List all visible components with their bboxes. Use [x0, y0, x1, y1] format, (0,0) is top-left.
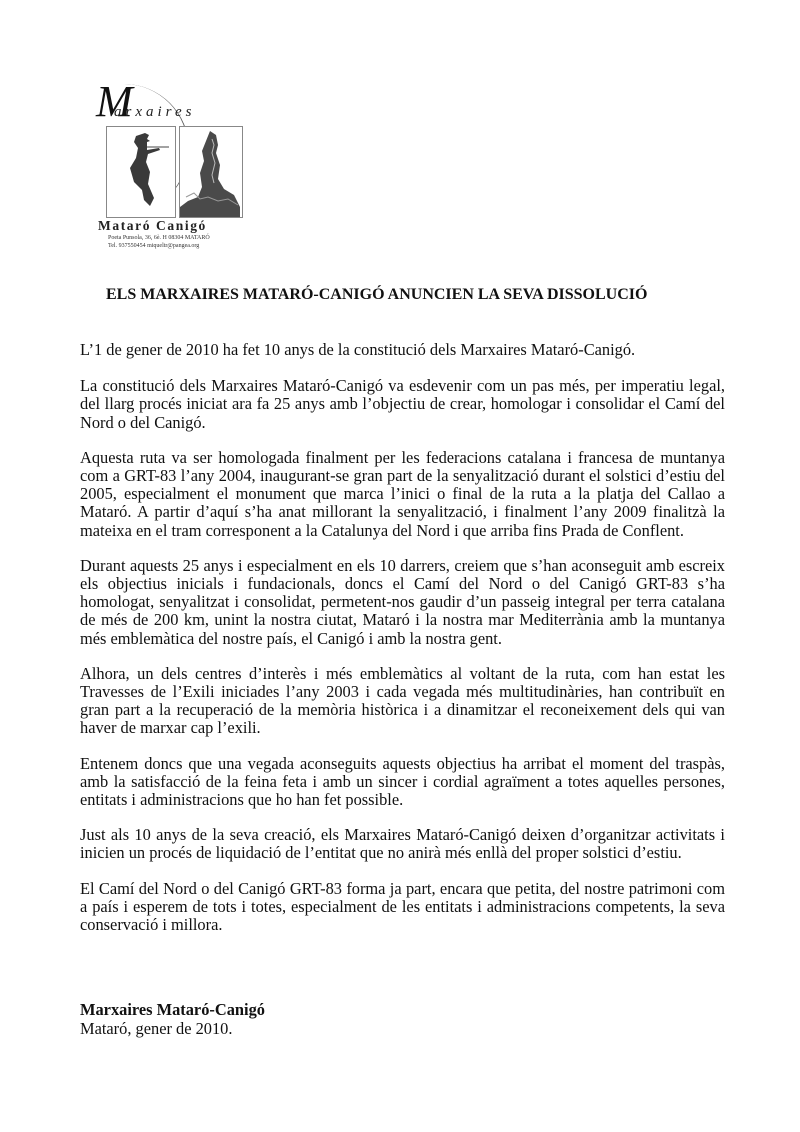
logo-contact-info: [108, 235, 210, 250]
signature-place-date: Mataró, gener de 2010.: [80, 1018, 233, 1038]
paragraph-7: Just als 10 anys de la seva creació, els Marxaires Mataró-Canigó deixen d’organitzar activitats i inicien un procés de liquidació de l’entitat que no anirà més enllà del proper solstici d’estiu.: [80, 825, 725, 863]
paragraph-6: Entenem doncs que una vegada aconseguits aquests objectius ha arribat el moment del traspàs, amb la satisfacció de la feina feta i amb un sincer i cordial agraïment a totes aquelles persones, entitats i administracions que ho han fet possible.: [80, 753, 725, 810]
paragraph-4: Durant aquests 25 anys i especialment en els 10 darrers, creiem que s’han aconseguit amb escreix els objectius inicials i fundacionals, doncs el Camí del Nord o del Canigó GRT-83 s’ha homologat, senyalitzat i consolidat, permetent-nos gaudir d’un passeig integral per terra catalana de més de 200 km, unint la nostra ciutat, Mataró i la nostra mar Mediterrània amb la muntanya més emblemàtica del nostre país, el Canigó i amb la nostra gent.: [80, 555, 725, 648]
paragraph-8: El Camí del Nord o del Canigó GRT-83 forma ja part, encara que petita, del nostre patrimoni com a país i esperem de tots i totes, especialment de les entitats i administracions competents, la seva conservació i millora.: [80, 878, 725, 935]
document-title: ELS MARXAIRES MATARÓ-CANIGÓ ANUNCIEN LA SEVA DISSOLUCIÓ: [106, 286, 648, 303]
mountain-icon: [180, 127, 243, 218]
logo-brand-text: arxaires: [114, 104, 196, 120]
logo-phone-email: Tel. 937550454 miqueltr@pangea.org: [108, 242, 200, 249]
signature-organization: Marxaires Mataró-Canigó: [80, 1000, 265, 1019]
logo-organization-name: Mataró Canigó: [98, 218, 207, 233]
organization-logo: [84, 77, 244, 254]
paragraph-3: Aquesta ruta va ser homologada finalment per les federacions catalana i francesa de muntanya com a GRT-83 l’any 2004, inaugurant-se gran part de la senyalització durant el solstici d’estiu del 2005, especialment el monument que marca l’inici o final de la ruta a la platja del Callao a Mataró. A partir d’aquí s’ha anat millorant la senyalització, i finalment l’any 2009 finalitzà la mateixa en el tram corresponent a la Catalunya del Nord i que arriba fins Prada de Conflent.: [80, 447, 725, 540]
logo-address: Poeta Punsola, 36, 6è. H 08304 MATARÓ: [108, 235, 210, 241]
paragraph-5: Alhora, un dels centres d’interès i més emblemàtics al voltant de la ruta, com han estat les Travesses de l’Exili iniciades l’any 2003 i cada vegada més multitudinàries, han contribuït en gran part a la recuperació de la memòria històrica i a dinamitzar el reconeixement dels qui van haver de marxar cap l’exili.: [80, 663, 725, 738]
document-body: [80, 341, 725, 951]
archer-icon: [107, 127, 176, 218]
rock-tower-photo: [179, 126, 243, 218]
logo-initial: M: [96, 77, 133, 126]
paragraph-1: L’1 de gener de 2010 ha fet 10 anys de la constitució dels Marxaires Mataró-Canigó.: [80, 340, 636, 359]
paragraph-2: La constitució dels Marxaires Mataró-Canigó va esdevenir com un pas més, per imperatiu legal, del llarg procés iniciat ara fa 25 anys amb l’objectiu de crear, homologar i consolidar el Camí del Nord o del Canigó.: [80, 376, 725, 432]
signature-block: [80, 1001, 265, 1038]
archer-figure-illustration: [106, 126, 176, 218]
